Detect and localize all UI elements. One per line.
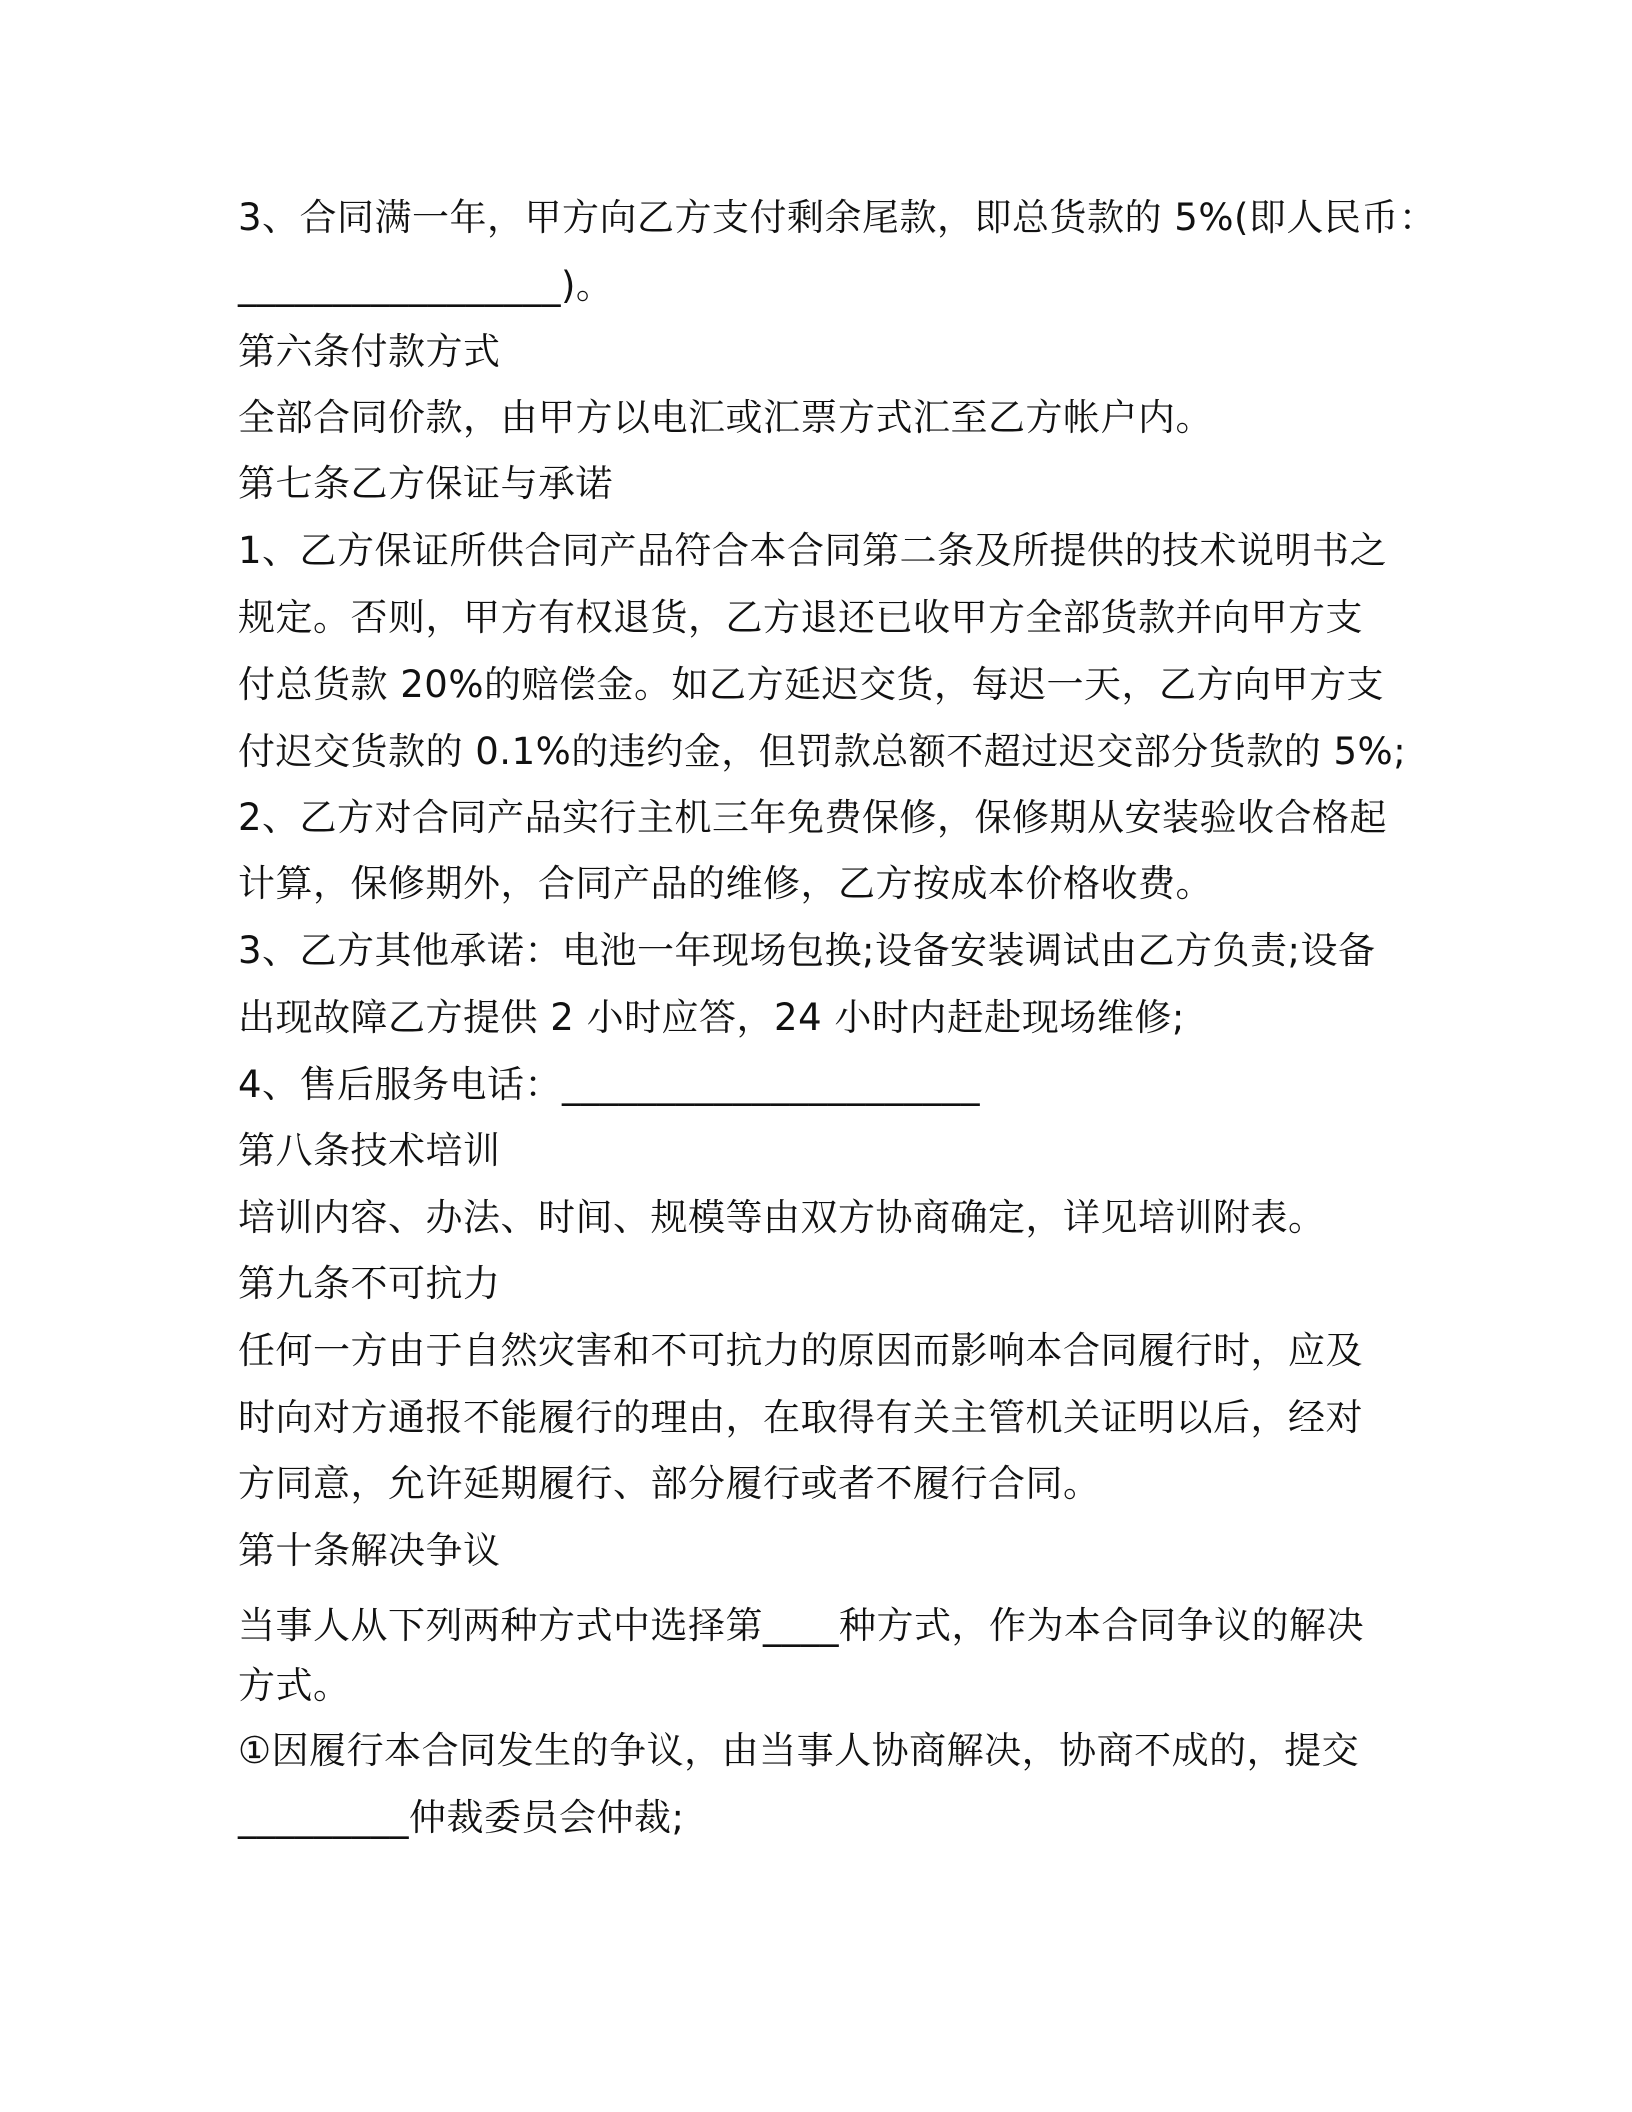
article-9-heading: 第九条不可抗力 <box>238 1262 501 1305</box>
payment-clause-3: 3、合同满一年，甲方向乙方支付剩余尾款，即总货款的 5%(即人民币： <box>238 196 1437 239</box>
article-9-text-line-1: 任何一方由于自然灾害和不可抗力的原因而影响本合同履行时，应及 <box>238 1329 1363 1372</box>
article-7-heading: 第七条乙方保证与承诺 <box>238 462 613 505</box>
article-6-heading: 第六条付款方式 <box>238 330 501 373</box>
article-9-text-line-3: 方同意，允许延期履行、部分履行或者不履行合同。 <box>238 1462 1101 1505</box>
article-10-text-line-1: 当事人从下列两种方式中选择第____种方式，作为本合同争议的解决 <box>238 1604 1364 1647</box>
article-8-heading: 第八条技术培训 <box>238 1129 501 1172</box>
article-10-text-line-2: 方式。 <box>238 1664 351 1707</box>
article-7-clause-1-line-3: 付总货款 20%的赔偿金。如乙方延迟交货，每迟一天，乙方向甲方支 <box>238 663 1384 706</box>
article-7-clause-4: 4、售后服务电话：______________________ <box>238 1063 981 1106</box>
article-7-clause-1-line-1: 1、乙方保证所供合同产品符合本合同第二条及所提供的技术说明书之 <box>238 529 1388 572</box>
article-9-text-line-2: 时向对方通报不能履行的理由，在取得有关主管机关证明以后，经对 <box>238 1396 1363 1439</box>
article-6-text: 全部合同价款，由甲方以电汇或汇票方式汇至乙方帐户内。 <box>238 396 1213 439</box>
article-7-clause-2-line-1: 2、乙方对合同产品实行主机三年免费保修，保修期从安装验收合格起 <box>238 796 1388 839</box>
article-8-text: 培训内容、办法、时间、规模等由双方协商确定，详见培训附表。 <box>238 1196 1326 1239</box>
article-7-clause-1-line-2: 规定。否则，甲方有权退货，乙方退还已收甲方全部货款并向甲方支 <box>238 596 1363 639</box>
article-7-clause-1-line-4: 付迟交货款的 0.1%的违约金，但罚款总额不超过迟交部分货款的 5%; <box>238 730 1407 773</box>
article-7-clause-2-line-2: 计算，保修期外，合同产品的维修，乙方按成本价格收费。 <box>238 862 1213 905</box>
article-10-heading: 第十条解决争议 <box>238 1529 501 1572</box>
article-10-option-1-line-2: _________仲裁委员会仲裁; <box>238 1796 685 1839</box>
payment-amount-blank-line: _________________)。 <box>238 264 614 307</box>
article-10-option-1-line-1: ①因履行本合同发生的争议，由当事人协商解决，协商不成的，提交 <box>238 1729 1360 1772</box>
article-7-clause-3-line-2: 出现故障乙方提供 2 小时应答，24 小时内赶赴现场维修; <box>238 996 1185 1039</box>
article-7-clause-3-line-1: 3、乙方其他承诺：电池一年现场包换;设备安装调试由乙方负责;设备 <box>238 929 1376 972</box>
